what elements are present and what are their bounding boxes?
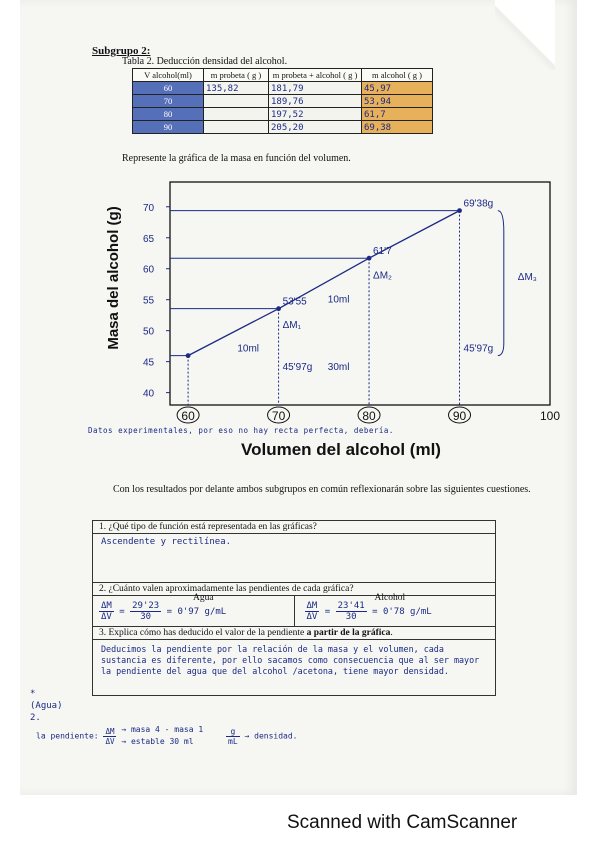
header-mass-total: m probeta + alcohol ( g ) xyxy=(269,69,362,82)
delta-bracket xyxy=(498,211,504,356)
answer-3: Deducimos la pendiente por la relación de la masa y el volumen, cada sustancia es diferente, por ello sacamos como consecuencia que al ser mayor la pendiente del agua que del alcohol /acetona, tiene mayor densidad. xyxy=(93,639,495,695)
x-tick-label: 80 xyxy=(362,409,376,423)
cell-total: 181,79 xyxy=(271,83,304,94)
side-note: * (Agua) 2. xyxy=(30,689,63,723)
chart-annotation: 10ml xyxy=(327,294,350,306)
chart-annotation: 69'38g xyxy=(463,198,494,210)
cell-alcohol: 53,94 xyxy=(364,96,392,107)
intro-text: Con los resultados por delante ambos subgrupos en común reflexionarán sobre las siguientes cuestiones. xyxy=(113,484,531,495)
header-mass-probeta: m probeta ( g ) xyxy=(204,69,269,82)
x-tick-label: 60 xyxy=(181,409,195,423)
cell-probeta: 135,82 xyxy=(206,83,239,94)
alcohol-denominator: 30 xyxy=(345,612,357,622)
header-mass-alcohol: m alcohol ( g ) xyxy=(362,69,433,82)
y-tick-label: 40 xyxy=(143,388,155,400)
water-numerator: 29'23 xyxy=(132,601,160,611)
y-tick-label: 70 xyxy=(143,202,155,214)
alcohol-slope: Alcohol $\frac{\Delta M}{\Delta V}$ = $\frac{23'41}{30}$ = 0'78 g/mL xyxy=(294,596,496,626)
water-denominator: 30 xyxy=(140,612,152,622)
x-tick-label: 70 xyxy=(271,409,286,423)
table-title: Tabla 2. Deducción densidad del alcohol. xyxy=(122,56,288,67)
water-result: = 0'97 g/mL xyxy=(166,607,227,617)
chart-annotation: 53'55 xyxy=(282,296,307,308)
y-tick-label: 50 xyxy=(143,326,155,338)
graph-prompt: Represente la gráfica de la masa en función del volumen. xyxy=(122,153,351,164)
chart-annotation: ΔM₁ xyxy=(282,319,301,331)
y-tick-label: 60 xyxy=(143,264,155,276)
y-tick-label: 65 xyxy=(143,233,155,245)
x-axis-label: Volumen del alcohol (ml) xyxy=(241,440,441,459)
cell-total: 189,76 xyxy=(271,96,304,107)
y-tick-label: 45 xyxy=(143,357,155,369)
cell-volume: 70 xyxy=(133,95,204,108)
plot-frame xyxy=(170,182,550,405)
cell-volume: 80 xyxy=(133,108,204,121)
data-point xyxy=(457,208,462,213)
camscanner-watermark: Scanned with CamScanner xyxy=(287,812,518,833)
alcohol-result: = 0'78 g/mL xyxy=(372,607,432,617)
water-label: Agua xyxy=(193,593,214,603)
cell-volume: 90 xyxy=(133,121,204,134)
data-point xyxy=(276,306,281,311)
y-axis-label: Masa del alcohol (g) xyxy=(105,206,122,350)
question-1 xyxy=(93,521,495,583)
question-3 xyxy=(93,627,495,695)
chart-annotation: 10ml xyxy=(237,343,260,355)
alcohol-label: Alcohol xyxy=(374,593,406,603)
data-point xyxy=(186,353,191,358)
y-tick-label: 55 xyxy=(143,295,155,307)
alcohol-numerator: 23'41 xyxy=(337,601,365,611)
graph-note: Datos experimentales, por eso no hay recta perfecta, debería. xyxy=(88,426,394,435)
x-tick-label: 100 xyxy=(539,409,561,423)
chart-annotation: 45'97g xyxy=(463,343,494,355)
chart-annotation: 61'7 xyxy=(373,246,392,258)
cell-alcohol: 69,38 xyxy=(364,122,392,133)
cell-total: 197,52 xyxy=(271,109,304,120)
cell-volume: 60 xyxy=(133,82,204,95)
question-3-text: 3. Explica cómo has deducido el valor de la pendiente a partir de la gráfica. xyxy=(93,627,495,639)
data-point xyxy=(367,256,372,261)
header-volume: V alcohol(ml) xyxy=(133,69,204,82)
chart-annotation: 30ml xyxy=(327,362,350,374)
cell-alcohol: 45,97 xyxy=(364,83,392,94)
data-line xyxy=(188,211,459,356)
chart-annotation: 45'97g xyxy=(282,362,313,374)
questions-table xyxy=(92,520,496,696)
slope-note: la pendiente: $\frac{\Delta M}{\Delta V}$ → masa 4 - masa 1 → estable 30 ml $\frac{g}{mL}$ → densidad. xyxy=(36,725,298,746)
x-tick-label: 90 xyxy=(452,409,467,423)
cell-alcohol: 61,7 xyxy=(364,109,386,120)
water-slope: Agua $\frac{\Delta M}{\Delta V}$ = $\frac{29'23}{30}$ = 0'97 g/mL xyxy=(101,593,227,622)
answer-1: Ascendente y rectilínea. xyxy=(93,533,495,582)
chart-annotation: ΔM₂ xyxy=(373,270,392,282)
chart-annotation: ΔM₃ xyxy=(517,272,537,284)
question-2-text: 2. ¿Cuánto valen aproximadamente las pendientes de cada gráfica? xyxy=(93,583,495,595)
question-2 xyxy=(93,583,495,627)
subgroup-label: Subgrupo 2: xyxy=(92,45,151,57)
question-1-text: 1. ¿Qué tipo de función está representada en las gráficas? xyxy=(93,521,495,533)
cell-total: 205,20 xyxy=(271,122,304,133)
